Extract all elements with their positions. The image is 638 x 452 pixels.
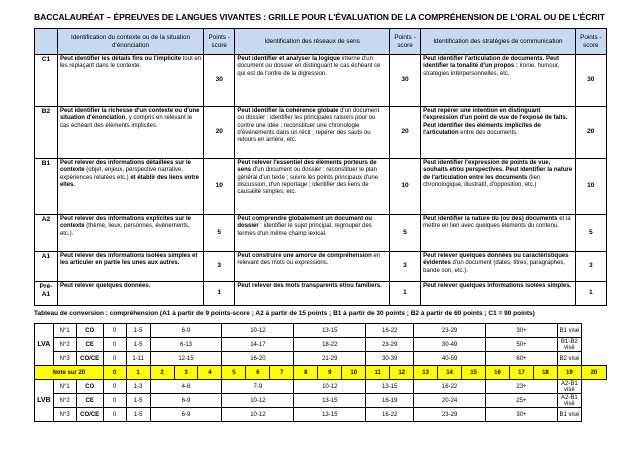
level-cell: Pré-A1 [35,282,58,306]
criterion-text: en relevant des mots ou expressions. [237,253,381,267]
lva-row [35,338,607,352]
score-range: 30+ [486,408,558,422]
note-value: 0 [103,366,126,380]
points-cell: 5 [204,215,235,252]
score-range: 25+ [486,394,558,408]
note-value: 10 [342,366,366,380]
criterion-bold-text: Peut comprendre globalement un document ou dossier [237,216,373,230]
score-range: 10-12 [222,324,294,338]
lva-row [35,324,607,338]
grid-header-points-1: Points -score [204,29,235,55]
note-label: Note sur 20 [35,366,104,380]
score-range: 16-20 [222,352,294,366]
exercise-number: N°3 [53,408,76,422]
criterion-cell [57,252,203,282]
target-level: A2-B1 visé [557,394,581,408]
criterion-cell [235,282,389,306]
score-range: 30-49 [414,338,486,352]
criterion-text: tout en les replaçant dans le contexte. [59,56,202,70]
note-row [35,366,607,380]
criterion-cell [235,159,389,215]
score-range: 4-6 [150,380,222,394]
exercise-type: CO [76,324,103,338]
criterion-bold-text: Peut relever quelques informations isolées simples. [423,283,572,289]
criterion-bold-text: Peut relever des informations détaillées sur le contexte [59,160,192,174]
criterion-bold-text: Peut identifier la nature de l'articulation entre les documents [423,167,573,181]
criterion-cell [235,215,389,252]
level-cell: B1 [35,159,58,215]
grid-header-context: Identification du contexte ou de la situation d'énonciation [57,29,203,55]
criterion-text: : identifier le sujet principal, regrouper des termes d'un même champ lexical. [237,223,372,237]
score-range: 60+ [486,352,558,366]
points-cell: 5 [389,215,420,252]
score-range: 30+ [486,324,558,338]
criterion-text: d'un document (dates, titres, paragraphes, bande son, etc.). [423,260,566,274]
conversion-caption: Tableau de conversion : compréhension (A1 à partir de 9 points-score ; A2 à partir de 15 points ; B1 à partir de 30 points ; B2 à partir de 60 points ; C1 = 90 points) [34,310,535,317]
note-value: 8 [294,366,318,380]
grid-row [35,159,607,215]
criterion-cell [57,159,203,215]
level-cell: C1 [35,55,58,107]
score-range: 13-15 [366,380,414,394]
criterion-text: d'un document ou dossier : identifier les principales raisons pour ou contre une idée ; reconstituer une chronologie d'événements dans un récit ; repérer des sauts ou retours en arrière, etc. [237,108,380,144]
exercise-number: N°2 [53,394,76,408]
exercise-type: CO [76,380,103,394]
points-cell: 30 [389,55,420,107]
note-value: 20 [581,366,606,380]
score-range: 16-22 [414,380,486,394]
score-range: 1-5 [126,408,150,422]
score-range: 6-9 [150,394,222,408]
grid-row [35,215,607,252]
score-range: 10-12 [222,394,294,408]
score-range: 23-29 [414,408,486,422]
grid-header-points-2: Points -score [389,29,420,55]
criterion-bold-text: Peut relever des informations isolées simples et les articuler en partie les unes aux autres. [59,253,198,267]
score-range: 14-17 [222,338,294,352]
score-range: 6-13 [150,338,222,352]
criterion-bold-text: Peut construire une amorce de compréhension [237,253,372,259]
criterion-bold-text: Peut relever quelques données ou caractéristiques évidentes [423,253,569,267]
points-cell: 5 [575,215,606,252]
criterion-text: ironie, humour, stratégies interpersonnelles, etc. [423,63,560,77]
note-value: 19 [557,366,581,380]
criterion-bold-text: Peut identifier les détails fins ou l'implicite [59,56,182,62]
score-range: 6-9 [150,324,222,338]
grid-header-sense-networks: Identification des réseaux de sens [235,29,389,55]
score-range: 16-22 [366,324,414,338]
note-value: 3 [174,366,198,380]
points-cell: 10 [575,159,606,215]
score-range: 13-15 [294,324,366,338]
note-value: 17 [509,366,533,380]
lvb-row [35,394,607,408]
score-range: 18-22 [294,338,366,352]
points-cell: 3 [575,252,606,282]
criterion-bold-text: Peut relever quelques données. [59,283,151,289]
level-cell: A1 [35,252,58,282]
conversion-table [34,323,607,422]
score-range: 1-3 [126,380,150,394]
score-range: 1-5 [126,338,150,352]
score-range: 13-15 [294,394,366,408]
criterion-cell [421,55,575,107]
exercise-number: N°1 [53,380,76,394]
lva-row [35,352,607,366]
note-value: 7 [270,366,294,380]
score-range: 30-39 [366,352,414,366]
note-value: 16 [486,366,510,380]
criterion-cell [235,107,389,159]
target-level: A2-B1 visé [557,380,581,394]
points-cell: 3 [204,252,235,282]
score-range: 12-15 [150,352,222,366]
lvb-row [35,380,607,394]
criterion-bold-text: Peut identifier la nature du (ou des) documents [423,216,558,222]
criterion-bold-text: Peut identifier l'expression de points de vue, souhaits et/ou perspectives. [423,160,551,174]
exercise-type: CO/CE [76,408,103,422]
points-cell: 1 [575,282,606,306]
grid-row [35,282,607,306]
criterion-text: (thème, lieux, personnes, événements, etc.). [59,223,190,237]
criterion-bold-text: Peut identifier l'articulation de documents. [423,56,545,62]
exercise-number: N°3 [53,352,76,366]
score-range: 7-9 [222,380,294,394]
criterion-cell [421,282,575,306]
criterion-cell [57,215,203,252]
note-value: 13 [414,366,438,380]
exercise-number: N°1 [53,324,76,338]
criterion-bold-text: et établir des liens entre elles. [59,174,200,188]
grid-body [35,55,607,306]
criterion-bold-text: Peut identifier des éléments implicites de l'articulation [423,122,541,136]
criterion-text: et la mettre en lien avec quelques éléments du contenu. [423,216,571,230]
target-level: B1-B2 visé [557,338,581,352]
page-title: BACCALAURÉAT – ÉPREUVES DE LANGUES VIVANTES : GRILLE POUR L'ÉVALUATION DE LA COMPRÉHENSION DE L'ORAL OU DE L'ÉCRIT [34,12,605,22]
criterion-bold-text: Peut relever l'essentiel des éléments porteurs de sens [237,160,377,174]
criterion-bold-text: Peut identifier la richesse d'un contexte ou d'une situation d'énonciation [59,108,200,122]
points-cell: 20 [575,107,606,159]
criterion-text: (lien chronologique, illustratif, d'opposition, etc.) [423,174,541,188]
points-cell: 1 [204,282,235,306]
criterion-text: (objet, enjeux, perspective narrative, expériences relatées etc.) [59,167,184,181]
score-range: 16-19 [366,394,414,408]
lvb-row [35,408,607,422]
score-range: 10-12 [294,380,366,394]
exercise-type: CE [76,338,103,352]
points-cell: 20 [389,107,420,159]
criterion-bold-text: Peut relever des informations explicites sur le contexte [59,216,192,230]
criterion-cell [421,252,575,282]
criterion-bold-text: Peut relever des mots transparents et/ou familiers. [237,283,382,289]
criterion-cell [235,55,389,107]
note-value: 5 [222,366,246,380]
note-value: 9 [318,366,342,380]
score-range: 0 [103,352,126,366]
grid-row [35,107,607,159]
score-range: 13-15 [294,408,366,422]
criterion-cell [57,55,203,107]
target-level: B1 visé [557,408,581,422]
score-range: 0 [103,380,126,394]
criterion-bold-text: Peut identifier et analyser la logique [237,56,341,62]
score-range: 1-11 [126,352,150,366]
points-cell: 3 [389,252,420,282]
note-value: 6 [246,366,270,380]
score-range: 23+ [486,380,558,394]
grid-row [35,252,607,282]
score-range: 0 [103,324,126,338]
evaluation-grid [34,28,607,306]
note-value: 2 [150,366,174,380]
exercise-number: N°2 [53,338,76,352]
criterion-cell [235,252,389,282]
criterion-text: entre des documents. [458,129,518,136]
note-value: 12 [390,366,414,380]
level-cell: A2 [35,215,58,252]
score-range: 10-12 [222,408,294,422]
exercise-type: CE [76,394,103,408]
score-range: 6-9 [150,408,222,422]
note-value: 14 [438,366,462,380]
score-range: 40-59 [414,352,486,366]
criterion-bold-text: Peut identifier la tonalité d'un propos : [423,56,559,70]
target-level: B1 visé [557,324,581,338]
lvb-label: LVB [35,380,54,422]
criterion-bold-text: Peut identifier la cohérence globale [237,108,339,114]
grid-header-level [35,29,58,55]
note-value: 15 [462,366,486,380]
grid-header-points-3: Points -score [575,29,606,55]
score-range: 50+ [486,338,558,352]
score-range: 23-29 [414,324,486,338]
grid-header-row [35,29,607,55]
criterion-cell [421,215,575,252]
lva-label: LVA [35,324,54,366]
criterion-text: , y compris en relevant le cas échéant des éléments implicites. [59,115,193,129]
score-range: 23-29 [366,338,414,352]
criterion-cell [57,107,203,159]
target-level: B2 visé [557,352,581,366]
criterion-cell [421,159,575,215]
note-value: 1 [126,366,150,380]
conversion-body [35,324,607,422]
score-range: 1-5 [126,394,150,408]
points-cell: 10 [389,159,420,215]
score-range: 1-5 [126,324,150,338]
score-range: 0 [103,408,126,422]
score-range: 16-22 [366,408,414,422]
grid-row [35,55,607,107]
note-value: 18 [533,366,557,380]
points-cell: 1 [389,282,420,306]
criterion-text: d'un document ou dossier : reconstituer le plan général d'un texte ; suivre les points principaux d'une discussion, d'un reportage ; identifier des liens de causalité simples, etc. [237,167,379,196]
note-value: 11 [366,366,390,380]
note-value: 4 [198,366,222,380]
points-cell: 20 [204,107,235,159]
level-cell: B2 [35,107,58,159]
score-range: 20-24 [414,394,486,408]
criterion-cell [421,107,575,159]
score-range: 21-29 [294,352,366,366]
grid-header-strategies: Identification des stratégies de communication [421,29,575,55]
points-cell: 30 [575,55,606,107]
score-range: 0 [103,338,126,352]
criterion-cell [57,282,203,306]
criterion-text: interne d'un document ou dossier en distinguant le cas échéant ce qui est de l'ordre de la digression. [237,56,381,77]
exercise-type: CO/CE [76,352,103,366]
points-cell: 30 [204,55,235,107]
points-cell: 10 [204,159,235,215]
score-range: 0 [103,394,126,408]
criterion-bold-text: Peut repérer une intention en distinguant l'expression d'un point de vue de l'exposé de faits. [423,108,568,122]
